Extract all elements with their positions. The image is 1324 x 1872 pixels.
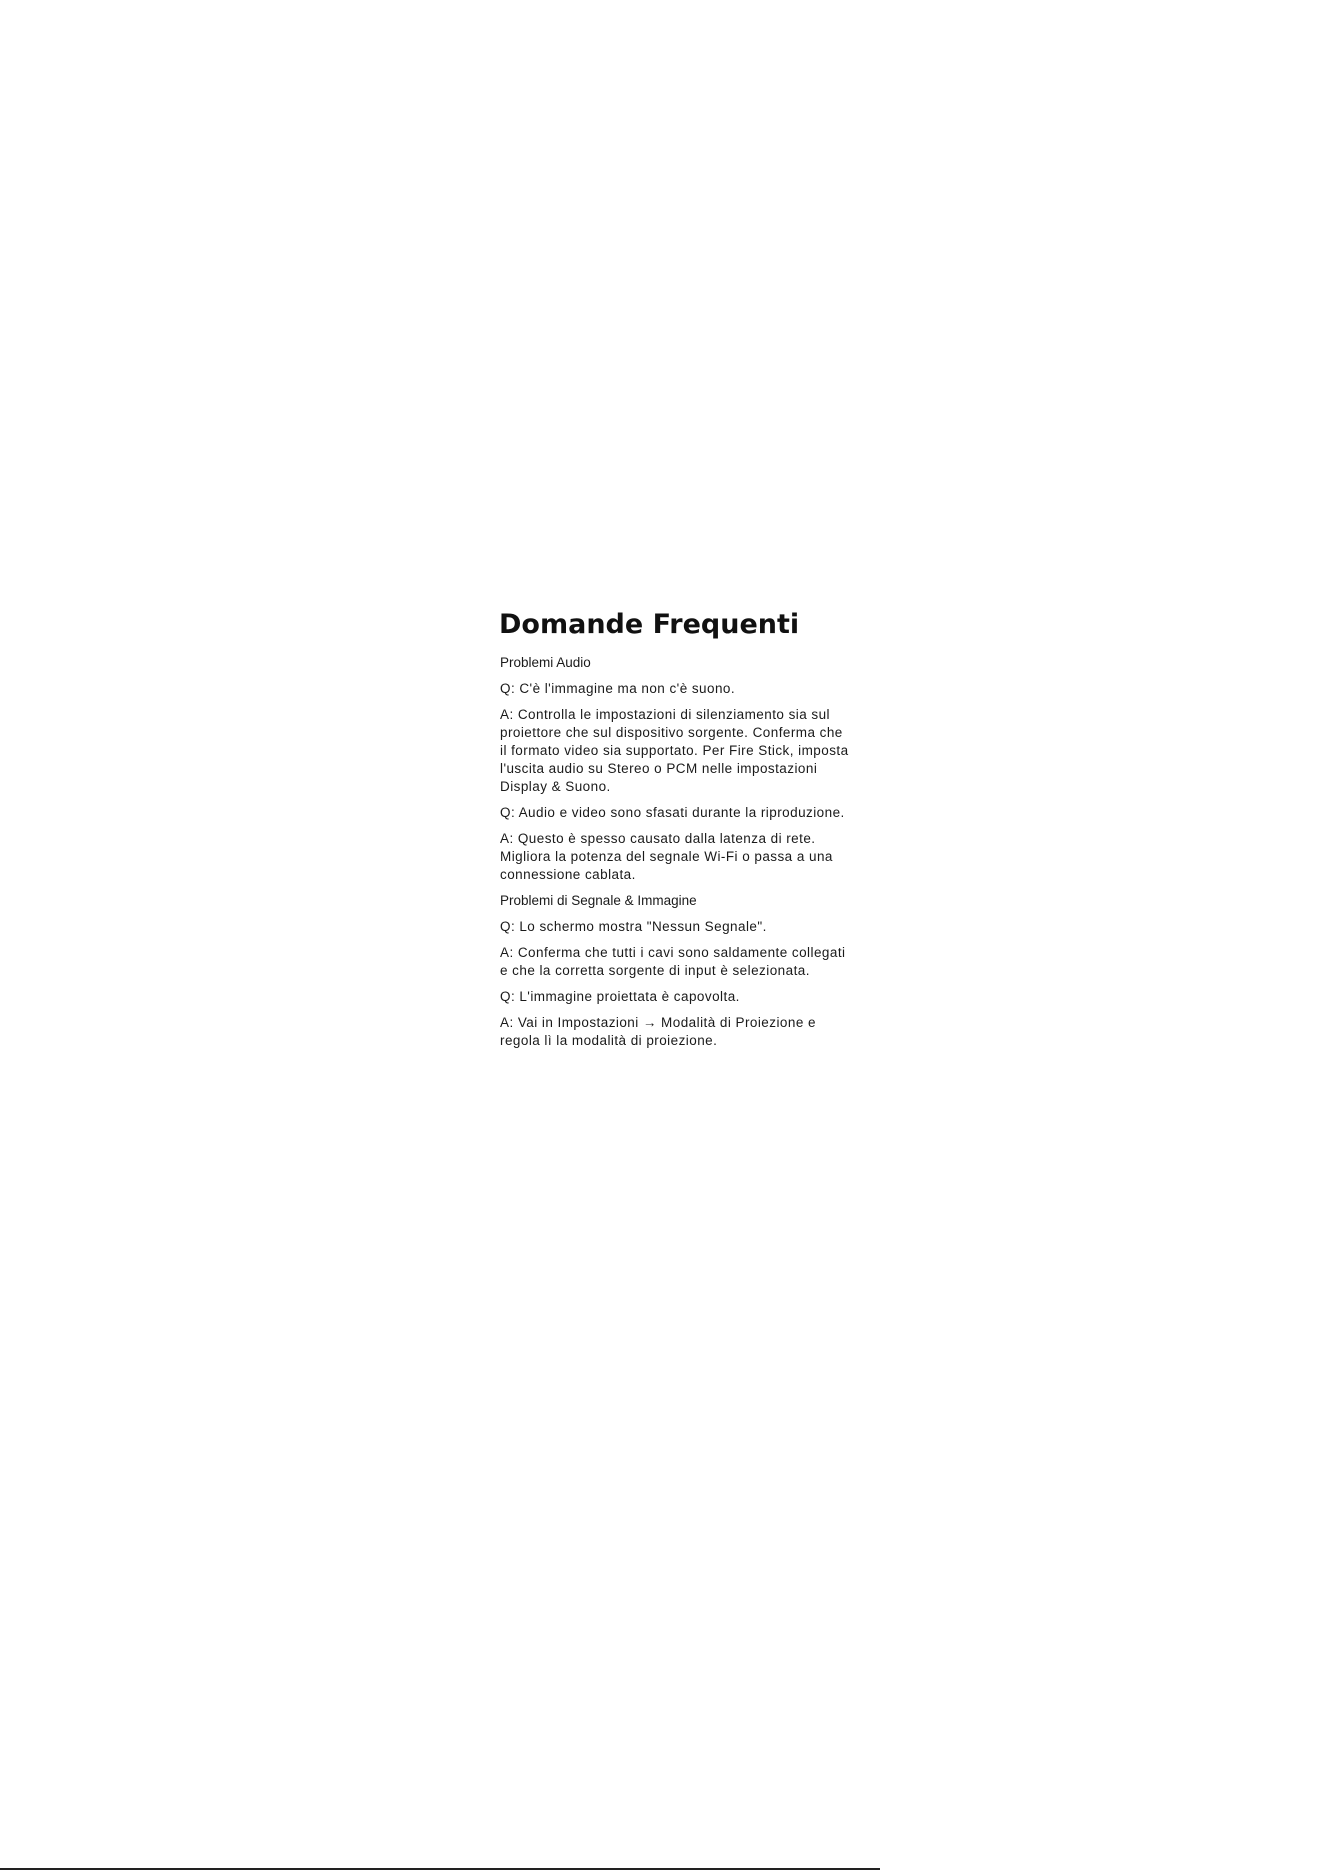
section-heading-signal-image: Problemi di Segnale & Immagine	[500, 893, 697, 908]
question: Q: C'è l'immagine ma non c'è suono.	[500, 681, 736, 696]
faq-section	[499, 608, 851, 1058]
footer-divider	[0, 1868, 880, 1870]
question: Q: L'immagine proiettata è capovolta.	[500, 989, 740, 1004]
page-title: Domande Frequenti	[499, 609, 800, 640]
question: Q: Audio e video sono sfasati durante la riproduzione.	[500, 805, 845, 820]
answer: A: Conferma che tutti i cavi sono saldamente collegati e che la corretta sorgente di input è selezionata.	[500, 945, 846, 978]
question: Q: Lo schermo mostra "Nessun Segnale".	[500, 919, 767, 934]
answer: A: Vai in Impostazioni → Modalità di Proiezione e regola lì la modalità di proiezione.	[500, 1015, 816, 1048]
answer: A: Questo è spesso causato dalla latenza di rete. Migliora la potenza del segnale Wi-Fi o passa a una connessione cablata.	[500, 831, 833, 882]
section-heading-audio: Problemi Audio	[500, 655, 591, 670]
answer: A: Controlla le impostazioni di silenziamento sia sul proiettore che sul dispositivo sorgente. Conferma che il formato video sia supportato. Per Fire Stick, imposta l'uscita audio su Stereo o PCM nelle impostazioni Display & Suono.	[500, 707, 849, 794]
